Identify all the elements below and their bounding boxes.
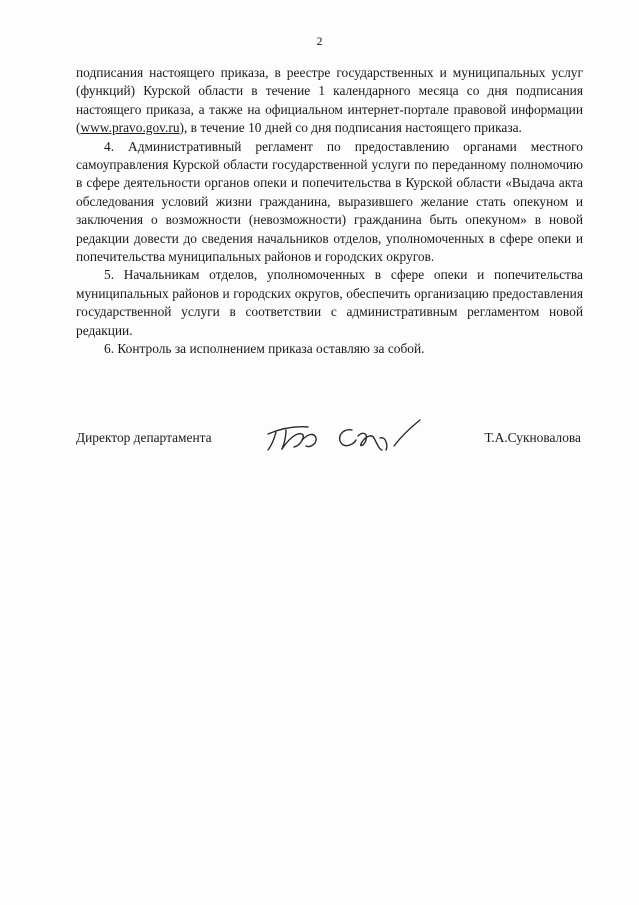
signatory-name: Т.А.Сукновалова: [484, 430, 581, 445]
page-number: 2: [316, 34, 323, 48]
document-body: [76, 64, 583, 359]
paragraph-4: 4. Административный регламент по предоставлению органами местного самоуправления Курской области государственной услуги по переданному полномочию в сфере деятельности органов опеки и попечительства в Курской области «Выдача акта обследования условий жизни гражданина, выразившего желание стать опекуном и заключения о возможности (невозможности) гражданина быть опекуном» в новой редакции довести до сведения начальников отделов, уполномоченных в сфере опеки и попечительства муниципальных районов и городских округов.: [76, 138, 583, 265]
paragraph-6: 6. Контроль за исполнением приказа оставляю за собой.: [104, 341, 425, 357]
pravo-link[interactable]: www.pravo.gov.ru: [80, 120, 180, 136]
signature-block: [76, 430, 583, 454]
handwritten-signature: [262, 416, 430, 456]
paragraph-text: подписания настоящего приказа, в реестре государственных и муниципальных услуг (функций) Курской области в течение 1 календарного месяца со дня подписания настоящего приказа, а также на официальном интернет-портале правовой информации (: [76, 65, 583, 136]
paragraph-5: 5. Начальникам отделов, уполномоченных в сфере опеки и попечительства муниципальных районов и городских округов, обеспечить организацию предоставления государственной услуги в соответствии с административным регламентом новой редакции.: [76, 267, 583, 338]
paragraph-continuation: [76, 64, 583, 138]
signatory-title: Директор департамента: [76, 430, 212, 445]
paragraph-text: ), в течение 10 дней со дня подписания настоящего приказа.: [179, 120, 522, 136]
